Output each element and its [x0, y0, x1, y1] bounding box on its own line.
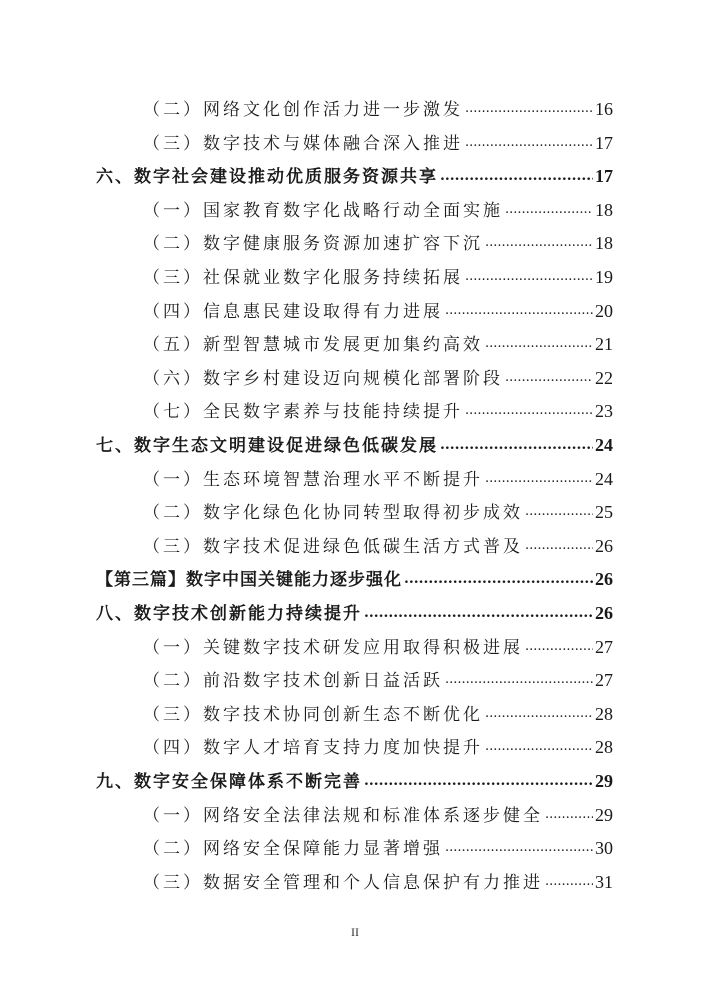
leader-dots	[505, 369, 593, 389]
toc-entry-title: （三）数字技术协同创新生态不断优化	[143, 705, 483, 725]
toc-entry-page: 27	[595, 637, 613, 657]
toc-entry[interactable]	[143, 222, 613, 254]
toc-entry-page: 29	[595, 805, 613, 825]
toc-chapter-title: 六、数字社会建设推动优质服务资源共享	[96, 167, 438, 187]
toc-entry-page: 23	[595, 401, 613, 421]
toc-entry[interactable]	[143, 390, 613, 422]
toc-entry-title: （三）数字技术与媒体融合深入推进	[143, 134, 463, 154]
leader-dots	[485, 335, 593, 355]
toc-chapter[interactable]	[96, 592, 613, 624]
leader-dots	[485, 738, 593, 758]
toc-entry[interactable]	[143, 659, 613, 691]
toc-chapter-title: 八、数字技术创新能力持续提升	[96, 604, 362, 624]
leader-dots	[364, 604, 593, 624]
leader-dots	[485, 470, 593, 490]
toc-chapter[interactable]	[96, 760, 613, 792]
toc-entry[interactable]	[143, 357, 613, 389]
toc-entry-title: （二）前沿数字技术创新日益活跃	[143, 671, 443, 691]
toc-entry[interactable]	[143, 726, 613, 758]
toc-entry-page: 31	[595, 872, 613, 892]
leader-dots	[485, 705, 593, 725]
toc-entry-title: （六）数字乡村建设迈向规模化部署阶段	[143, 369, 503, 389]
leader-dots	[485, 234, 593, 254]
toc-entry[interactable]	[143, 491, 613, 523]
toc-chapter-page: 29	[595, 771, 613, 791]
toc-entry[interactable]	[143, 290, 613, 322]
toc-entry-page: 28	[595, 737, 613, 757]
toc-chapter-title: 九、数字安全保障体系不断完善	[96, 772, 362, 792]
toc-entry-title: （一）生态环境智慧治理水平不断提升	[143, 470, 483, 490]
toc-entry-page: 27	[595, 670, 613, 690]
toc-entry-title: （二）数字健康服务资源加速扩容下沉	[143, 234, 483, 254]
toc-entry-page: 17	[595, 133, 613, 153]
toc-entry-title: （一）关键数字技术研发应用取得积极进展	[143, 638, 523, 658]
leader-dots	[525, 503, 593, 523]
toc-chapter-page: 24	[595, 435, 613, 455]
toc-entry-title: （一）网络安全法律法规和标准体系逐步健全	[143, 806, 543, 826]
toc-entry-page: 18	[595, 200, 613, 220]
toc-entry[interactable]	[143, 122, 613, 154]
toc-entry-page: 19	[595, 267, 613, 287]
leader-dots	[545, 806, 593, 826]
toc-entry-page: 16	[595, 99, 613, 119]
leader-dots	[445, 302, 593, 322]
leader-dots	[465, 268, 593, 288]
leader-dots	[545, 873, 593, 893]
toc-entry-page: 28	[595, 704, 613, 724]
toc-part[interactable]	[96, 558, 613, 590]
toc-entry-title: （二）数字化绿色化协同转型取得初步成效	[143, 503, 523, 523]
toc-entry[interactable]	[143, 323, 613, 355]
toc-entry-title: （四）信息惠民建设取得有力进展	[143, 302, 443, 322]
toc-entry-title: （三）数据安全管理和个人信息保护有力推进	[143, 873, 543, 893]
leader-dots	[445, 671, 593, 691]
toc-entry[interactable]	[143, 256, 613, 288]
toc-entry-title: （三）数字技术促进绿色低碳生活方式普及	[143, 537, 523, 557]
toc-entry-page: 24	[595, 469, 613, 489]
toc-entry[interactable]	[143, 189, 613, 221]
toc-chapter[interactable]	[96, 424, 613, 456]
toc-entry-title: （三）社保就业数字化服务持续拓展	[143, 268, 463, 288]
toc-chapter-page: 17	[595, 166, 613, 186]
toc-part-title: 【第三篇】数字中国关键能力逐步强化	[96, 570, 402, 590]
toc-entry-title: （二）网络文化创作活力进一步激发	[143, 100, 463, 120]
leader-dots	[404, 570, 593, 590]
page-number-footer: II	[351, 925, 359, 939]
leader-dots	[525, 537, 593, 557]
toc-entry-page: 21	[595, 334, 613, 354]
leader-dots	[445, 839, 593, 859]
toc-entry-title: （七）全民数字素养与技能持续提升	[143, 402, 463, 422]
leader-dots	[440, 436, 593, 456]
toc-entry-page: 20	[595, 301, 613, 321]
toc-entry-page: 30	[595, 838, 613, 858]
leader-dots	[465, 134, 593, 154]
toc-entry[interactable]	[143, 827, 613, 859]
toc-entry[interactable]	[143, 458, 613, 490]
toc-entry-page: 25	[595, 502, 613, 522]
toc-entry-page: 26	[595, 536, 613, 556]
toc-entry-page: 18	[595, 233, 613, 253]
toc-entry-title: （一）国家教育数字化战略行动全面实施	[143, 201, 503, 221]
leader-dots	[440, 167, 593, 187]
toc-entry-page: 22	[595, 368, 613, 388]
toc-entry-title: （四）数字人才培育支持力度加快提升	[143, 738, 483, 758]
toc-part-page: 26	[595, 569, 613, 589]
toc-chapter-page: 26	[595, 603, 613, 623]
toc-entry-title: （二）网络安全保障能力显著增强	[143, 839, 443, 859]
toc-entry[interactable]	[143, 693, 613, 725]
toc-entry[interactable]	[143, 626, 613, 658]
toc-entry[interactable]	[143, 88, 613, 120]
leader-dots	[465, 100, 593, 120]
toc-entry[interactable]	[143, 525, 613, 557]
toc-entry[interactable]	[143, 794, 613, 826]
leader-dots	[465, 402, 593, 422]
leader-dots	[364, 772, 593, 792]
toc-chapter[interactable]	[96, 155, 613, 187]
toc-entry-title: （五）新型智慧城市发展更加集约高效	[143, 335, 483, 355]
toc-chapter-title: 七、数字生态文明建设促进绿色低碳发展	[96, 436, 438, 456]
leader-dots	[505, 201, 593, 221]
leader-dots	[525, 638, 593, 658]
toc-entry[interactable]	[143, 861, 613, 893]
